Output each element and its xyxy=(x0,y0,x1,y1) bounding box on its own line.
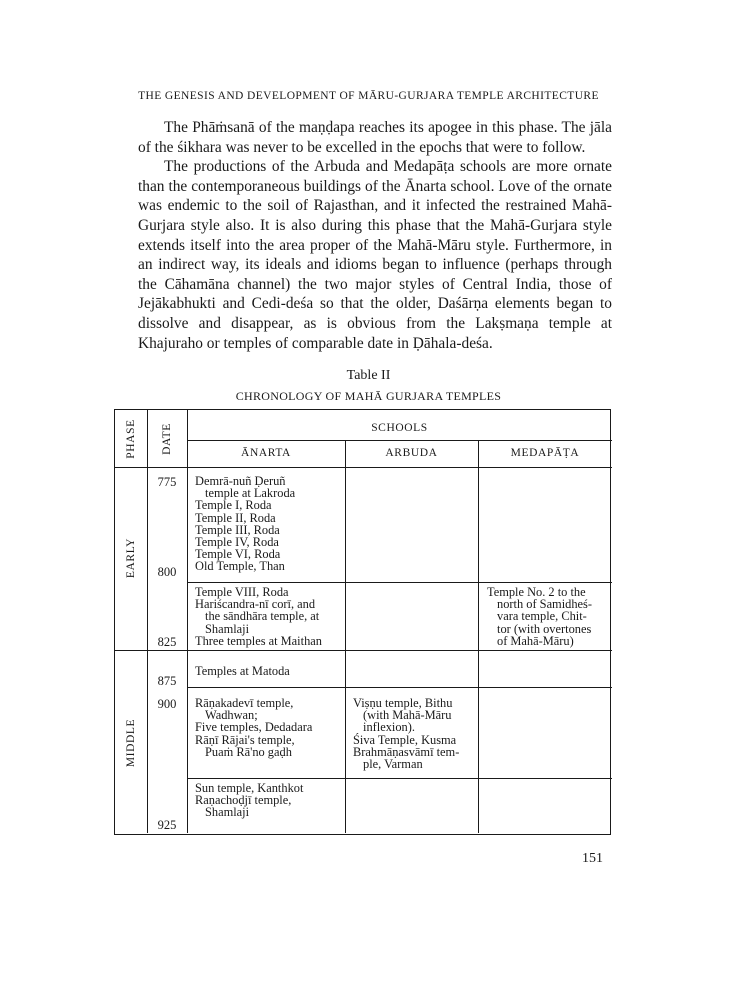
paragraph-1-line-1: The Phāṁsanā of the maṇḍapa reaches its apogee in this phase. The xyxy=(164,119,586,136)
anarta-cell-4 xyxy=(195,697,312,758)
entry-line: Hariścandra-nī corī, and xyxy=(195,597,316,612)
grid-line xyxy=(478,440,479,833)
entry-line: vara temple, Chit- xyxy=(497,609,587,624)
entry-line: Śiva Temple, Kusma xyxy=(353,732,457,747)
entry-line: Temple No. 2 to the xyxy=(487,585,586,599)
schools-header: SCHOOLS xyxy=(371,422,428,434)
date-header: DATE xyxy=(161,423,173,455)
anarta-header: ĀNARTA xyxy=(241,447,291,459)
entry-line: inflexion). xyxy=(363,720,415,735)
date-775: 775 xyxy=(157,475,177,489)
entry-line: Demrā-nuñ Ḍeruñ xyxy=(195,474,286,488)
entry-line: Three temples at Maithan xyxy=(195,633,322,648)
date-925: 925 xyxy=(157,818,177,832)
entry-line: Rāṇī Rājai's temple, xyxy=(195,732,295,747)
phase-middle: MIDDLE xyxy=(125,718,137,768)
entry-line: Shamlaji xyxy=(205,621,250,636)
entry-line: temple at Lakroda xyxy=(205,486,296,501)
table-number: Table II xyxy=(346,368,391,383)
entry-line: Temple I, Roda xyxy=(195,498,272,513)
grid-line xyxy=(187,582,612,583)
date-875: 875 xyxy=(157,674,177,688)
body-text xyxy=(138,118,612,353)
date-900: 900 xyxy=(157,697,177,711)
entry-line: Temples at Matoda xyxy=(195,664,290,678)
date-825: 825 xyxy=(157,635,177,649)
paragraph-2 xyxy=(138,157,612,353)
anarta-cell-3 xyxy=(195,665,290,677)
entry-line: Old Temple, Than xyxy=(195,559,285,574)
medapata-cell-2 xyxy=(487,586,592,647)
entry-line: north of Samidheś- xyxy=(497,597,592,612)
entry-line: Temple II, Roda xyxy=(195,510,276,525)
entry-line: Temple IV, Roda xyxy=(195,535,279,550)
paragraph-1 xyxy=(138,118,612,157)
entry-line: tor (with overtones xyxy=(497,621,592,636)
grid-line xyxy=(187,687,612,688)
grid-line xyxy=(345,440,346,833)
entry-line: Rāṇakadevī temple, xyxy=(195,696,294,710)
entry-line: Viṣṇu temple, Bithu xyxy=(353,696,453,710)
entry-line: ple, Varman xyxy=(363,757,423,772)
medapata-header: MEDAPĀṬA xyxy=(510,447,580,459)
running-header: THE GENESIS AND DEVELOPMENT OF MĀRU-GURJARA TEMPLE ARCHITECTURE xyxy=(138,90,599,102)
anarta-cell-2 xyxy=(195,586,322,647)
entry-line: Shamlaji xyxy=(205,805,250,820)
grid-line xyxy=(187,410,188,833)
grid-line xyxy=(187,778,612,779)
paragraph-1-line-2: jāla of the śikhara was never to be excelled in the epochs that were to follow. xyxy=(138,119,612,156)
phase-header: PHASE xyxy=(125,419,137,459)
arbuda-cell-4 xyxy=(353,697,459,770)
table-title: CHRONOLOGY OF MAHĀ GURJARA TEMPLES xyxy=(235,389,502,403)
entry-line: Wadhwan; xyxy=(205,708,258,723)
anarta-cell-5 xyxy=(195,782,303,819)
paragraph-2-text: The productions of the Arbuda and Medapāṭa schools are more ornate than the contemporaneous buildings of the Ānarta school. Love of the ornate was endemic to the soil of Rajasthan, and it infected the restrained Mahā-Gurjara style also. It is also during this phase that the Mahā-Gurjara style extends itself into the area proper of the Mahā-Māru style. Furthermore, in an indirect way, its ideals and idioms began to influence (perhaps through the Cāhamāna channel) the two major styles of Central India, those of Jejākabhukti and Cedi-deśa so that the older, Daśārṇa elements began to dissolve and disappear, as is obvious from the Lakṣmaṇa temple at Khajuraho or temples of comparable date in Ḍāhala-deśa. xyxy=(138,158,612,352)
entry-line: Temple VI, Roda xyxy=(195,547,281,562)
phase-early: EARLY xyxy=(125,537,137,579)
grid-line xyxy=(115,650,612,651)
entry-line: Five temples, Dedadara xyxy=(195,720,313,735)
anarta-cell-1 xyxy=(195,475,295,573)
date-800: 800 xyxy=(157,565,177,579)
entry-line: Temple VIII, Roda xyxy=(195,585,289,599)
arbuda-header: ARBUDA xyxy=(385,447,438,459)
entry-line: the sāndhāra temple, at xyxy=(205,609,320,624)
entry-line: Brahmāṇasvāmī tem- xyxy=(353,744,460,759)
entry-line: Temple III, Roda xyxy=(195,522,280,537)
page-number: 151 xyxy=(582,851,603,866)
entry-line: Sun temple, Kanthkot xyxy=(195,781,304,795)
grid-line xyxy=(187,440,612,441)
entry-line: (with Mahā-Māru xyxy=(363,708,452,723)
grid-line xyxy=(115,467,612,468)
entry-line: Puaṁ Rā'no gaḍh xyxy=(205,744,292,759)
grid-line xyxy=(147,410,148,833)
chronology-table xyxy=(114,409,611,835)
entry-line: of Mahā-Māru) xyxy=(497,633,574,648)
entry-line: Raṇachoḍjī temple, xyxy=(195,793,292,808)
